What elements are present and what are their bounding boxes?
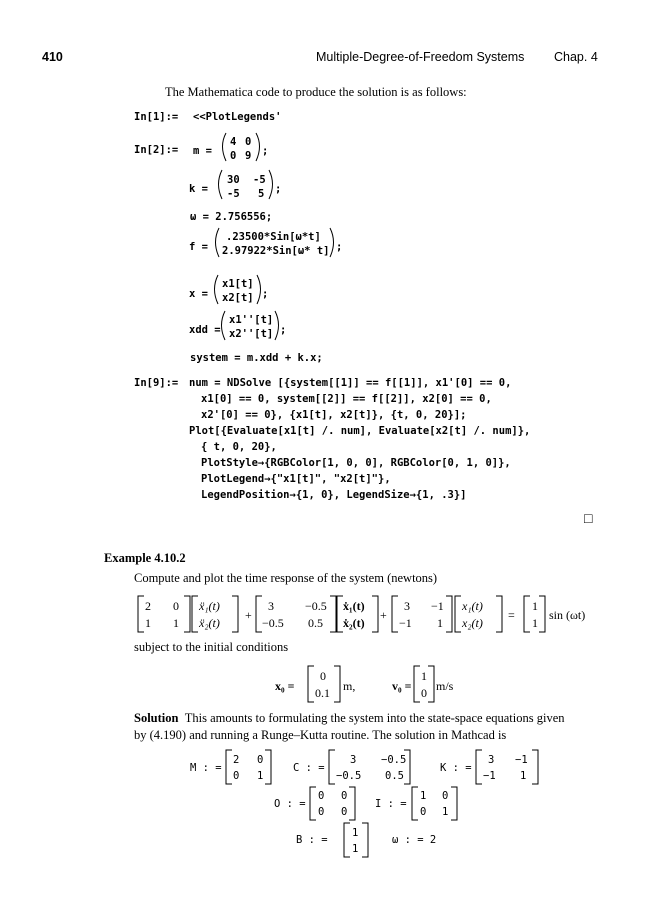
math-symbol: ẋ₂(t) (343, 616, 365, 630)
x-entry: x2[t] (222, 292, 254, 304)
math-symbol: 0 (173, 599, 179, 613)
math-symbol: 1 (532, 599, 538, 613)
in9-line: x1[0] == 0, system[[2]] == f[[2]], x2[0] == 0, (201, 393, 492, 405)
bracket-right (451, 787, 457, 820)
example-title: Example 4.10.2 (104, 551, 186, 565)
bracket-left (226, 750, 232, 784)
math-symbol: 0.1 (315, 686, 330, 700)
bracket-right (265, 750, 271, 784)
k-semicolon: ; (275, 183, 282, 195)
k-lhs: k = (189, 183, 208, 195)
in1-code: <<PlotLegends' (193, 111, 282, 123)
xdd-entry: x1''[t] (229, 314, 274, 326)
math-symbol: 0.5 (308, 616, 323, 630)
math-symbol: −1 (483, 770, 496, 782)
math-symbol: x₀ = (275, 679, 295, 693)
math-symbol: v₀ = (392, 679, 412, 693)
bracket-right (362, 823, 368, 857)
page-number: 410 (42, 50, 63, 64)
math-symbol: −0.5 (262, 616, 284, 630)
k-cell: -5 (253, 174, 266, 186)
subject-text: subject to the initial conditions (134, 640, 289, 654)
math-symbol: B : = (296, 834, 328, 846)
math-symbol: 1 (145, 616, 151, 630)
math-symbol: 0 (421, 686, 427, 700)
math-symbol: m/s (436, 679, 454, 693)
f-semicolon: ; (336, 241, 343, 253)
in9-line: PlotStyle→{RGBColor[1, 0, 0], RGBColor[0, 1, 0]}, (201, 457, 511, 469)
in2-prompt: In[2]:= (134, 144, 179, 156)
math-symbol: 1 (421, 669, 427, 683)
math-symbol: m, (343, 679, 356, 693)
m-cell: 4 (230, 136, 237, 148)
math-symbol: 1 (173, 616, 179, 630)
math-symbol: 0 (420, 806, 427, 818)
math-symbol: M : = (190, 762, 222, 774)
bracket-right (349, 787, 355, 820)
math-symbol: 0 (341, 806, 348, 818)
math-symbol: + (245, 608, 252, 622)
bracket-right (532, 750, 538, 784)
solution-line: by (4.190) and running a Runge–Kutta routine. The solution in Mathcad is (134, 728, 507, 742)
math-symbol: = (508, 608, 515, 622)
bracket-left (344, 823, 350, 857)
in9-line: x2'[0] == 0}, {x1[t], x2[t]}, {t, 0, 20}]; (201, 409, 467, 421)
math-symbol: ẍ₁(t) (199, 599, 220, 613)
math-symbol: 0 (257, 754, 264, 766)
math-symbol: 1 (532, 616, 538, 630)
m-lhs: m = (193, 145, 212, 157)
math-symbol: x₁(t) (462, 599, 483, 613)
math-symbol: −0.5 (336, 770, 362, 782)
math-symbol: 0 (442, 790, 449, 802)
math-symbol: + (380, 608, 387, 622)
math-symbol: −0.5 (381, 754, 407, 766)
in9-line: Plot[{Evaluate[x1[t] /. num], Evaluate[x2[t] /. num]}, (189, 425, 531, 437)
math-symbol: 3 (268, 599, 274, 613)
math-symbol: ẋ₁(t) (343, 599, 365, 613)
x-entry: x1[t] (222, 278, 254, 290)
math-symbol: 3 (350, 754, 357, 766)
solution-line: This amounts to formulating the system into the state-space equations given (184, 711, 565, 725)
math-symbol: 0 (320, 669, 326, 683)
math-symbol: −0.5 (305, 599, 327, 613)
f-lhs: f = (189, 241, 208, 253)
system-line: system = m.xdd + k.x; (190, 352, 323, 364)
in1-prompt: In[1]:= (134, 111, 179, 123)
math-symbol: C : = (293, 762, 325, 774)
bracket-left (329, 750, 335, 784)
math-symbol: 2 (145, 599, 151, 613)
math-symbol: 3 (488, 754, 495, 766)
math-symbol: O : = (274, 798, 306, 810)
xdd-lhs: xdd = (189, 324, 221, 336)
k-cell: -5 (227, 188, 240, 200)
math-symbol: 0 (318, 806, 325, 818)
math-symbol: 0.5 (385, 770, 404, 782)
example-intro: Compute and plot the time response of the system (newtons) (134, 571, 438, 585)
math-symbol: 2 (233, 754, 240, 766)
math-symbol: 0 (318, 790, 325, 802)
in9-line: num = NDSolve [{system[[1]] == f[[1]], x1'[0] == 0, (189, 377, 512, 389)
f-entry: .23500*Sin[ω*t] (226, 231, 321, 243)
solution-label: Solution (134, 711, 179, 725)
math-symbol: 1 (437, 616, 443, 630)
math-symbol: K : = (440, 762, 472, 774)
xdd-semicolon: ; (280, 324, 287, 336)
m-cell: 9 (245, 150, 252, 162)
math-symbol: sin (ωt) (549, 608, 586, 622)
math-symbol: 0 (341, 790, 348, 802)
end-mark: □ (584, 512, 593, 527)
k-cell: 30 (227, 174, 240, 186)
x-semicolon: ; (262, 288, 269, 300)
in9-line: PlotLegend→{"x1[t]", "x2[t]"}, (201, 473, 391, 485)
in9-prompt: In[9]:= (134, 377, 179, 389)
x-lhs: x = (189, 288, 208, 300)
xdd-entry: x2''[t] (229, 328, 274, 340)
math-symbol: 0 (233, 770, 240, 782)
math-symbol: −1 (431, 599, 444, 613)
in9-line: { t, 0, 20}, (201, 441, 277, 453)
math-symbol: ω : = 2 (392, 834, 437, 846)
math-symbol: x₂(t) (462, 616, 483, 630)
bracket-left (476, 750, 482, 784)
math-symbol: 1 (442, 806, 449, 818)
intro-text: The Mathematica code to produce the solution is as follows: (165, 85, 467, 99)
math-symbol: 1 (520, 770, 527, 782)
math-symbol: 1 (352, 827, 359, 839)
math-symbol: I : = (375, 798, 407, 810)
m-semicolon: ; (262, 145, 269, 157)
math-symbol: −1 (399, 616, 412, 630)
chapter-label: Chap. 4 (554, 50, 598, 64)
math-symbol: 1 (420, 790, 427, 802)
k-cell: 5 (258, 188, 265, 200)
in9-line: LegendPosition→{1, 0}, LegendSize→{1, .3}] (201, 489, 467, 501)
running-title: Multiple-Degree-of-Freedom Systems (316, 50, 525, 64)
math-symbol: ẍ₂(t) (199, 616, 220, 630)
math-symbol: 3 (404, 599, 410, 613)
bracket-left (310, 787, 316, 820)
m-cell: 0 (245, 136, 252, 148)
math-symbol: 1 (352, 843, 359, 855)
math-symbol: 1 (257, 770, 264, 782)
m-cell: 0 (230, 150, 237, 162)
f-entry: 2.97922*Sin[ω* t] (222, 245, 330, 257)
omega-line: ω = 2.756556; (190, 211, 273, 223)
math-symbol: −1 (515, 754, 528, 766)
bracket-left (412, 787, 418, 820)
